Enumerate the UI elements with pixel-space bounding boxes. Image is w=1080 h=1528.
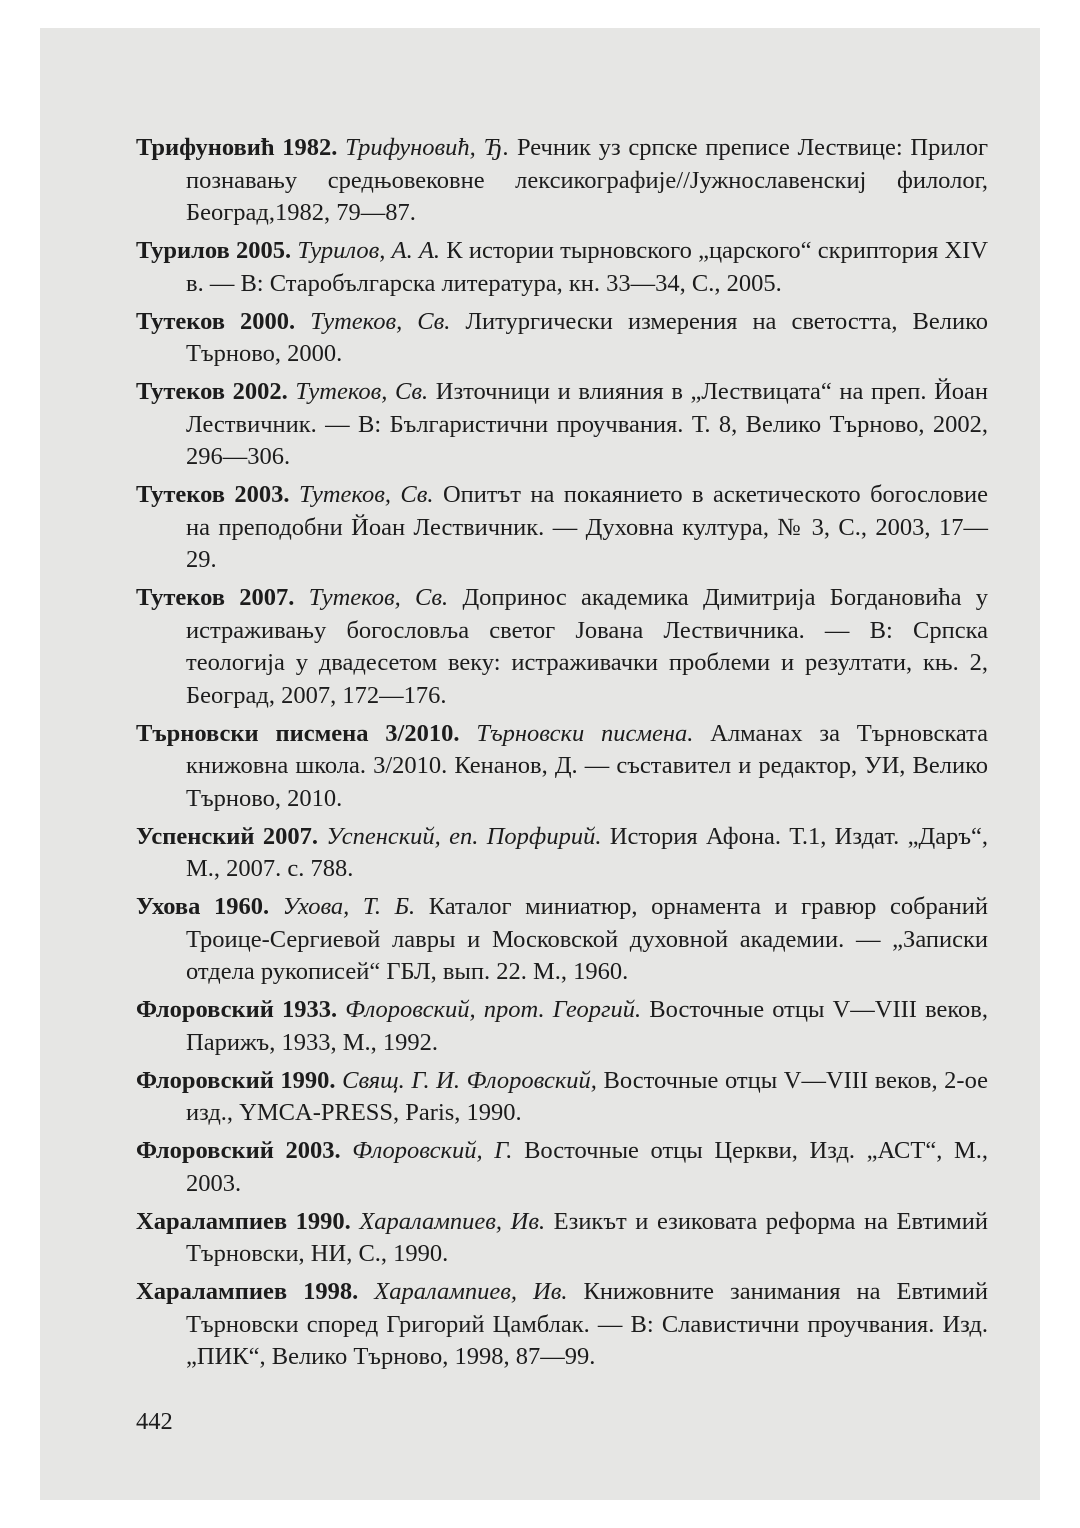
entry-key: Харалампиев 1998.	[136, 1278, 359, 1305]
bibliography-entry	[136, 306, 988, 371]
entry-text: Опитът на покаянието в аскетическото богословие на преподобни Йоан Лествичник. — Духовна култура, № 3, С., 2003, 17—29.	[186, 481, 989, 573]
entry-key: Турилов 2005.	[136, 237, 292, 264]
entry-text: Восточные отцы Церкви, Изд. „АСТ“, М., 2003.	[186, 1137, 989, 1197]
bibliography-entry	[136, 821, 988, 886]
bibliography-entry	[136, 994, 988, 1059]
bibliography-entry	[136, 582, 988, 712]
entry-text: История Афона. Т.1, Издат. „Даръ“, М., 2007. с. 788.	[186, 822, 989, 882]
entry-key: Трифуновић 1982.	[136, 134, 338, 161]
entry-author: Флоровский, Г.	[352, 1137, 513, 1164]
entry-author: Тутеков, Св.	[298, 481, 434, 508]
entry-key: Флоровский 1933.	[136, 996, 338, 1023]
entry-text: Допринос академика Димитрија Богдановића у истраживању богословља светог Јована Лествичника. — В: Српска теологија у двадесетом веку: истраживачки проблеми и резултати, књ. 2, Београд, 2007, 172—176.	[186, 584, 989, 709]
entry-author: Харалампиев, Ив.	[374, 1278, 568, 1305]
bibliography-entry	[136, 1206, 988, 1271]
entry-author: Флоровский, прот. Георгий.	[345, 996, 642, 1023]
bibliography-list	[136, 132, 988, 1379]
entry-key: Тутеков 2000.	[136, 307, 296, 335]
entry-key: Харалампиев 1990.	[136, 1207, 351, 1235]
entry-author: Турилов, А. А.	[297, 237, 441, 264]
bibliography-entry	[136, 376, 988, 474]
entry-key: Тутеков 2007.	[136, 584, 295, 611]
bibliography-entry	[136, 132, 988, 230]
bibliography-entry	[136, 1276, 988, 1374]
entry-text: Книжовните занимания на Евтимий Търновски според Григорий Цамблак. — В: Славистични проучвания. Изд. „ПИК“, Велико Търново, 1998, 87—99.	[186, 1278, 989, 1370]
entry-key: Флоровский 1990.	[136, 1066, 336, 1094]
entry-text: Източници и влияния в „Лествицата“ на преп. Йоан Лествичник. — В: Българистични проучвания. Т. 8, Велико Търново, 2002, 296—306.	[186, 378, 989, 470]
bibliography-entry	[136, 1135, 988, 1200]
bibliography-entry	[136, 891, 988, 989]
entry-text: Каталог миниатюр, орнамента и гравюр собраний Троице-Сергиевой лавры и Московской духовной академии. — „Записки отдела рукописей“ ГБЛ, вып. 22. М., 1960.	[186, 893, 988, 985]
bibliography-entry	[136, 235, 988, 300]
entry-key: Търновски писмена 3/2010.	[136, 719, 460, 747]
entry-text: Езикът и езиковата реформа на Евтимий Търновски, НИ, С., 1990.	[186, 1207, 989, 1267]
entry-author: Харалампиев, Ив.	[359, 1207, 546, 1235]
entry-text: Речник уз српске преписе Лествице: Прилог познавању средњовековне лексикографије//Јужнославенскиј филолог, Београд,1982, 79—87.	[186, 134, 989, 226]
entry-key: Ухова 1960.	[136, 893, 270, 920]
entry-author: Тутеков, Св.	[295, 378, 429, 405]
book-page	[40, 28, 1040, 1500]
page-number: 442	[136, 1408, 173, 1435]
entry-author: Тутеков, Св.	[310, 307, 451, 335]
entry-author: Търновски писмена.	[476, 719, 694, 747]
entry-author: Свящ. Г. И. Флоровский,	[342, 1066, 597, 1094]
entry-author: Успенский, еп. Порфирий.	[326, 822, 602, 850]
entry-author: Трифуновић, Ђ.	[345, 134, 510, 161]
entry-text: Алманах за Търновската книжовна школа. 3/2010. Кенанов, Д. — съставител и редактор, УИ, Велико Търново, 2010.	[186, 719, 988, 812]
entry-key: Тутеков 2002.	[136, 378, 288, 405]
bibliography-entry	[136, 718, 988, 816]
entry-text: К истории тырновского „царского“ скриптория XIV в. — В: Старобългарска литература, кн. 33—34, С., 2005.	[186, 237, 989, 297]
bibliography-entry	[136, 1065, 988, 1130]
bibliography-entry	[136, 479, 988, 577]
entry-key: Успенский 2007.	[136, 822, 319, 850]
entry-text: Восточные отцы V—VIII веков, 2-ое изд., YMCA-PRESS, Paris, 1990.	[186, 1066, 989, 1126]
entry-author: Ухова, Т. Б.	[282, 893, 416, 920]
entry-key: Тутеков 2003.	[136, 481, 290, 508]
entry-text: Восточные отцы V—VIII веков, Парижъ, 1933, М., 1992.	[186, 996, 988, 1056]
entry-text: Литургически измерения на светостта, Велико Търново, 2000.	[186, 307, 989, 367]
entry-key: Флоровский 2003.	[136, 1137, 341, 1164]
entry-author: Тутеков, Св.	[308, 584, 449, 611]
